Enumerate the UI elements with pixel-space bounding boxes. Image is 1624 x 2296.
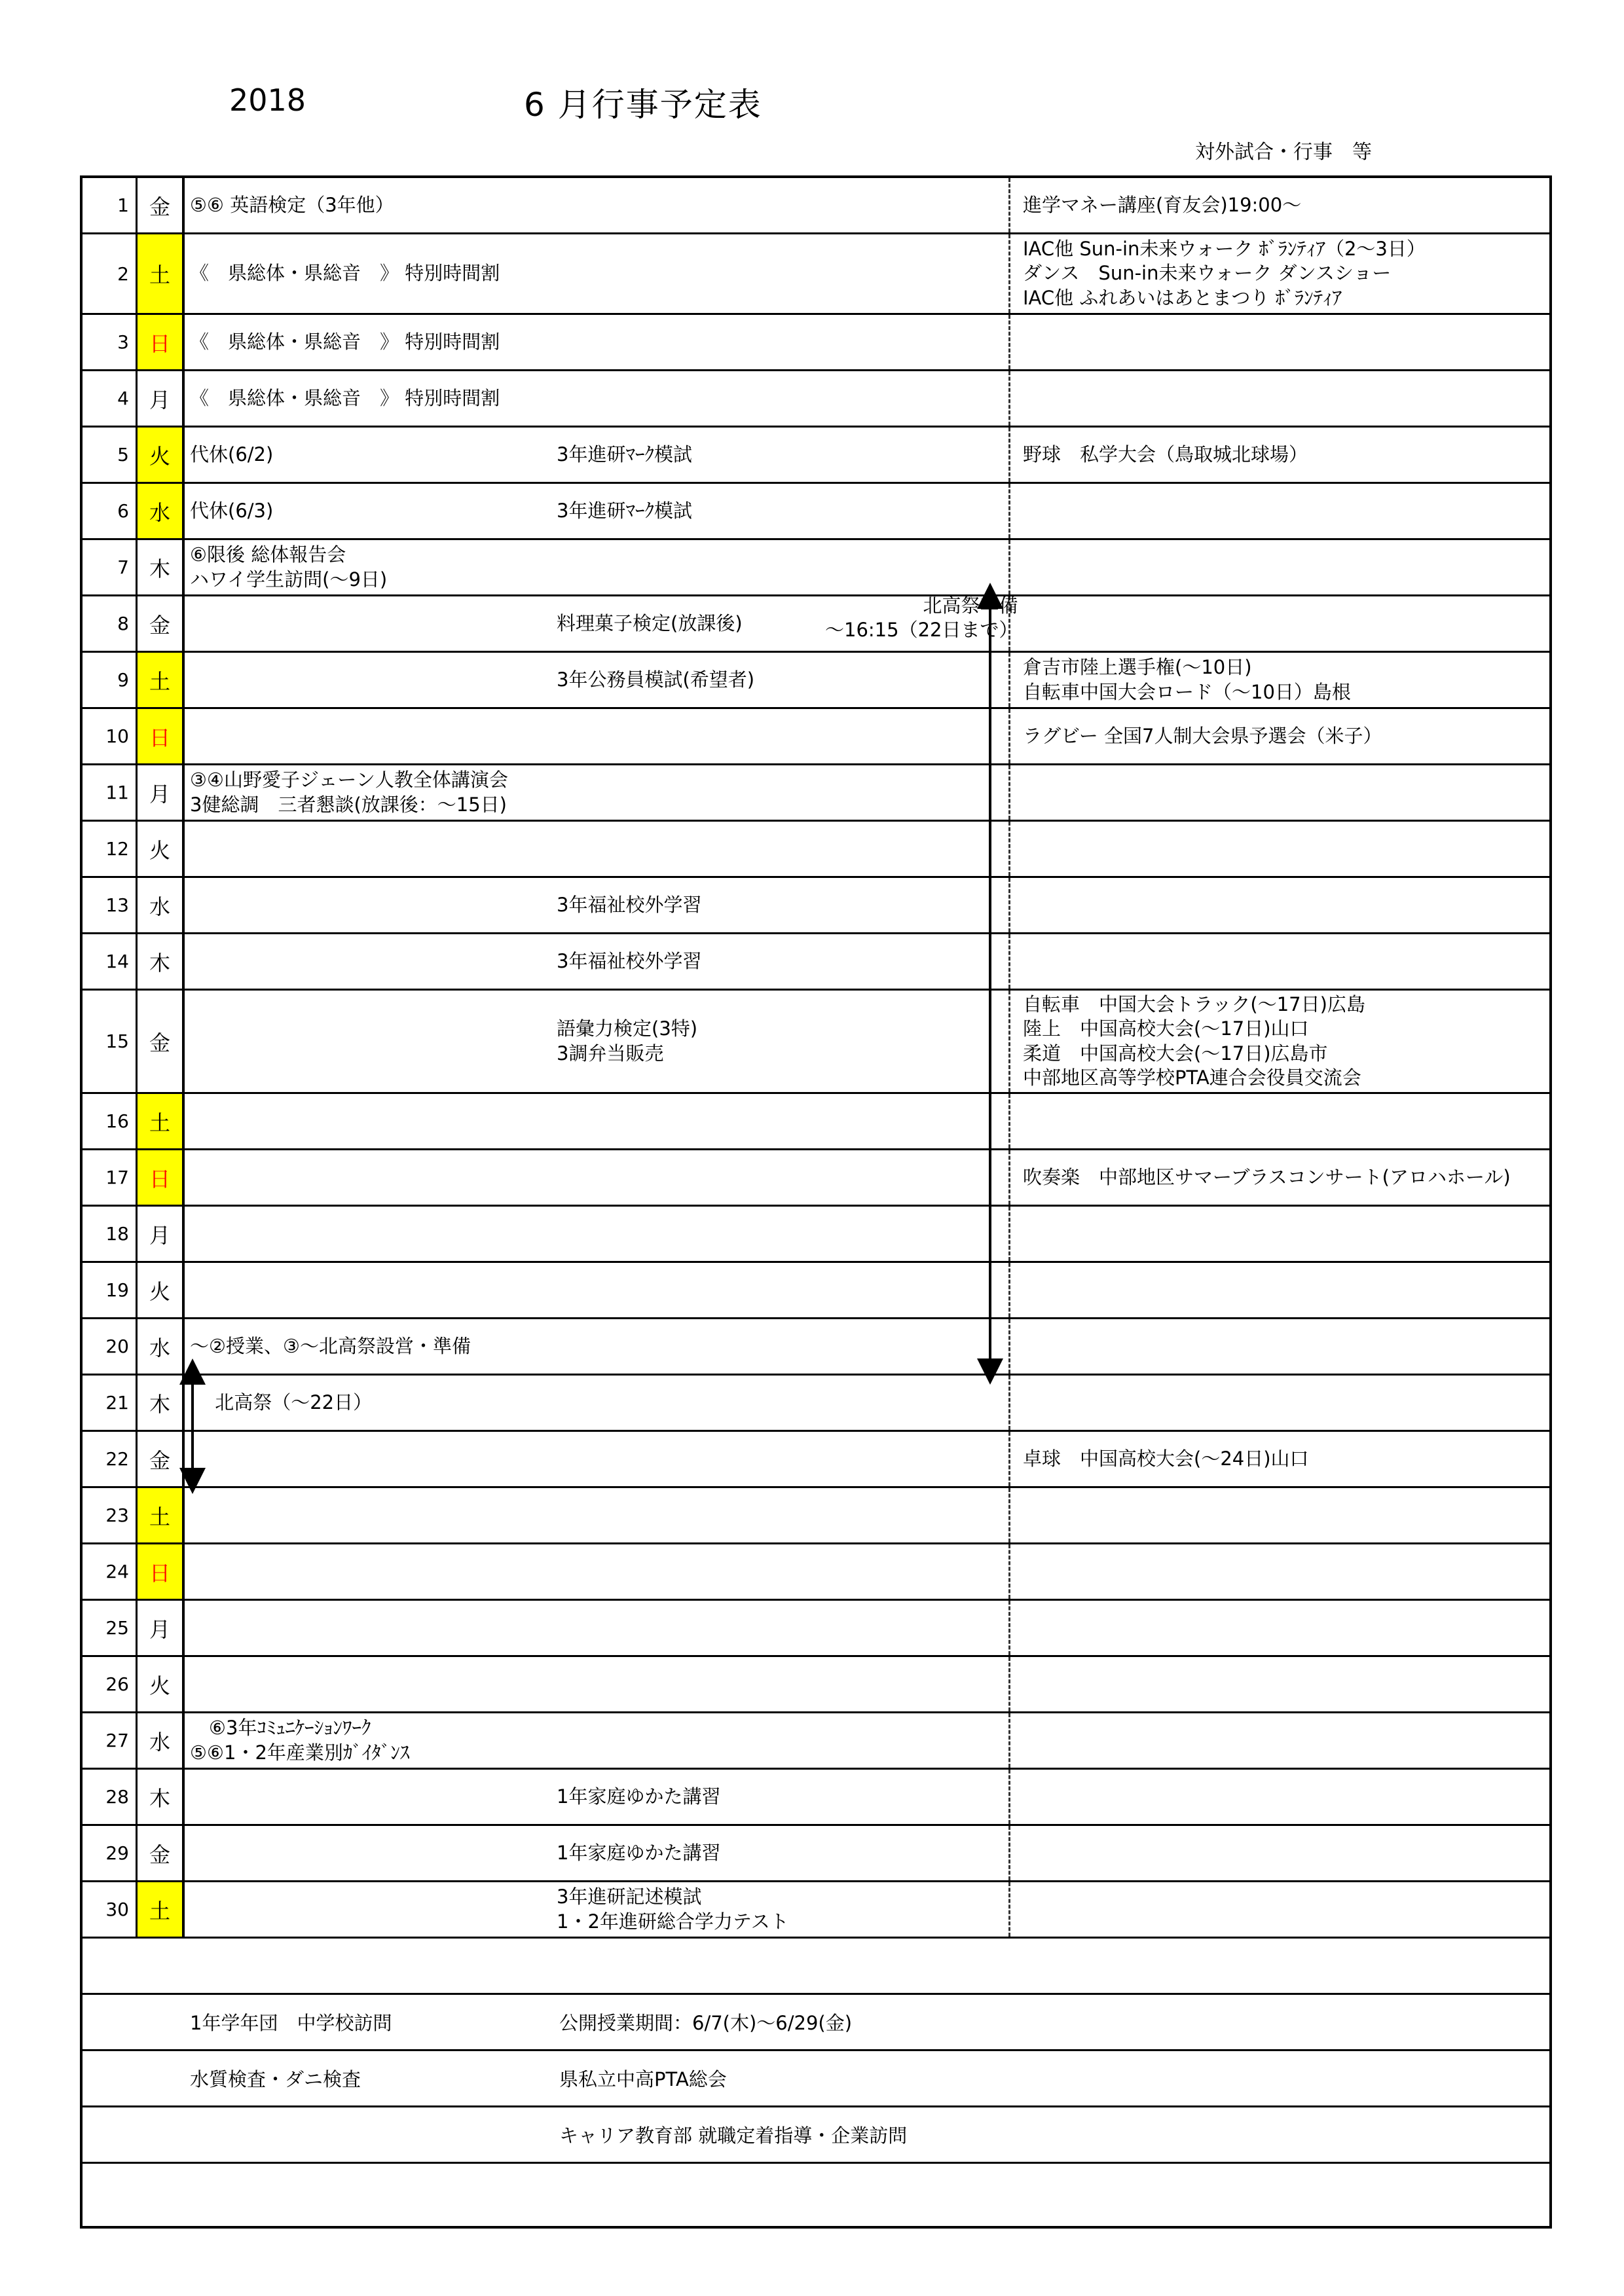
event-cell: 代休(6/3) [190,499,274,522]
table-row [83,934,1549,991]
weekday-cell: 火 [138,822,185,876]
table-row [83,540,1549,596]
event-cell [557,315,1080,369]
day-number: 4 [83,371,138,426]
event-cell: 《 県総体・県総音 》 特別時間割 [190,330,500,353]
event-cell [557,765,1080,820]
table-row [83,1882,1549,1939]
event-cell: ⑥限後 総体報告会 ハワイ学生訪問(～9日) [190,543,388,591]
external-event-cell [1018,1657,1548,1711]
external-event-cell [1018,1319,1548,1374]
table-row [83,234,1549,315]
external-event-cell [1018,1544,1548,1599]
footer-row [83,2107,1549,2164]
event-cell: 3年福祉校外学習 [557,893,702,916]
external-event-cell: ラグビー 全国7人制大会県予選会（米子） [1023,724,1382,747]
event-cell: 3年進研ﾏｰｸ模試 [557,499,692,522]
weekday-cell: 土 [138,234,185,313]
external-event-cell: 野球 私学大会（鳥取城北球場） [1023,443,1308,465]
weekday-cell: 月 [138,371,185,426]
external-event-cell [1018,315,1548,369]
footer-row [83,2164,1549,2220]
event-cell [190,991,557,1092]
event-cell [190,1770,557,1824]
day-number: 28 [83,1770,138,1824]
day-number: 5 [83,428,138,482]
weekday-cell: 水 [138,1713,185,1768]
column-note: 対外試合・行事 等 [1195,141,1372,164]
weekday-cell: 日 [138,1544,185,1599]
footer-row [83,1995,1549,2051]
weekday-cell: 土 [138,1882,185,1937]
weekday-cell: 日 [138,1150,185,1205]
footer-row [83,1939,1549,1995]
table-row [83,653,1549,709]
day-number: 26 [83,1657,138,1711]
weekday-cell: 土 [138,1488,185,1542]
event-cell [557,1488,1080,1542]
day-number: 2 [83,234,138,313]
event-cell [557,709,1080,763]
table-row [83,1207,1549,1263]
event-cell [190,1601,557,1655]
table-row [83,315,1549,371]
day-number: 30 [83,1882,138,1937]
event-cell [190,1826,557,1880]
weekday-cell: 金 [138,596,185,651]
table-row [83,1376,1549,1432]
external-event-cell [1018,1263,1548,1317]
external-event-cell [1018,1094,1548,1148]
day-number: 23 [83,1488,138,1542]
event-cell [557,1376,1080,1430]
table-row [83,371,1549,428]
table-row [83,1319,1549,1376]
event-cell [190,1488,557,1542]
weekday-cell: 木 [138,1376,185,1430]
day-number: 12 [83,822,138,876]
table-row [83,765,1549,822]
table-row [83,1432,1549,1488]
table-row [83,1601,1549,1657]
event-cell [557,178,1080,232]
event-cell: 《 県総体・県総音 》 特別時間割 [190,262,500,285]
event-cell [190,934,557,989]
weekday-cell: 日 [138,709,185,763]
event-cell: ⑥3年ｺﾐｭﾆｹｰｼｮﾝﾜｰｸ ⑤⑥1・2年産業別ｶﾞｲﾀﾞﾝｽ [190,1717,410,1764]
weekday-cell: 木 [138,540,185,594]
event-cell: 代休(6/2) [190,443,274,465]
day-number: 10 [83,709,138,763]
event-cell: 《 県総体・県総音 》 特別時間割 [190,386,500,409]
external-event-cell [1018,934,1548,989]
weekday-cell: 水 [138,878,185,932]
table-row [83,1770,1549,1826]
external-event-cell [1018,878,1548,932]
weekday-cell: 火 [138,1263,185,1317]
weekday-cell: 金 [138,991,185,1092]
weekday-cell: 金 [138,1826,185,1880]
footer-cell: 公開授業期間：6/7(木)～6/29(金) [559,2012,853,2034]
event-cell: 北高祭（～22日） [190,1391,373,1413]
event-cell: ③④山野愛子ジェーン人教全体講演会 3健総調 三者懇談(放課後：～15日) [190,769,508,816]
event-cell [557,1150,1080,1205]
external-event-cell [1018,1713,1548,1768]
day-number: 22 [83,1432,138,1486]
table-row [83,878,1549,934]
table-row [83,1544,1549,1601]
table-row [83,709,1549,765]
footer-cell: キャリア教育部 就職定着指導・企業訪問 [559,2124,908,2147]
day-number: 17 [83,1150,138,1205]
event-cell: 3年進研記述模試 1・2年進研総合学力テスト [557,1886,789,1933]
weekday-cell: 金 [138,1432,185,1486]
event-cell [190,878,557,932]
event-cell [557,1432,1080,1486]
day-number: 21 [83,1376,138,1430]
weekday-cell: 月 [138,1207,185,1261]
day-number: 29 [83,1826,138,1880]
external-event-cell [1018,822,1548,876]
table-row [83,1488,1549,1544]
external-event-cell [1018,540,1548,594]
event-cell [557,1544,1080,1599]
table-row [83,1657,1549,1713]
day-number: 6 [83,484,138,538]
weekday-cell: 火 [138,1657,185,1711]
external-event-cell [1018,484,1548,538]
event-cell [190,1544,557,1599]
weekday-cell: 金 [138,178,185,232]
external-event-cell: 進学マネー講座(育友会)19:00～ [1023,193,1302,216]
table-row [83,484,1549,540]
external-event-cell [1018,1882,1548,1937]
external-event-cell [1018,1601,1548,1655]
event-cell [557,1319,1080,1374]
event-cell [557,1601,1080,1655]
external-event-cell [1018,1488,1548,1542]
weekday-cell: 火 [138,428,185,482]
external-event-cell [1018,1770,1548,1824]
event-cell [557,1094,1080,1148]
event-cell [190,1094,557,1148]
weekday-cell: 土 [138,653,185,707]
table-row [83,1826,1549,1882]
event-cell: 1年家庭ゆかた講習 [557,1785,721,1808]
footer-row [83,2051,1549,2107]
weekday-cell: 月 [138,765,185,820]
event-cell: 3年公務員模試(希望者) [557,668,755,691]
external-event-cell [1018,371,1548,426]
external-event-cell [1018,765,1548,820]
event-cell [557,371,1080,426]
event-cell [190,709,557,763]
table-row [83,822,1549,878]
day-number: 24 [83,1544,138,1599]
weekday-cell: 水 [138,1319,185,1374]
event-cell: 料理菓子検定(放課後) [557,611,743,634]
day-number: 15 [83,991,138,1092]
event-cell: ～②授業、③～北高祭設営・準備 [190,1334,471,1357]
table-row [83,1713,1549,1770]
event-cell [557,822,1080,876]
day-number: 25 [83,1601,138,1655]
event-cell [557,1263,1080,1317]
table-row [83,428,1549,484]
external-event-cell [1018,1376,1548,1430]
table-row [83,1150,1549,1207]
table-row [83,1094,1549,1150]
event-cell [557,540,1080,594]
event-cell [557,1713,1080,1768]
event-cell: ⑤⑥ 英語検定（3年他） [190,193,394,216]
footer-cell: 水質検査・ダニ検査 [190,2068,361,2090]
external-event-cell [1018,1207,1548,1261]
event-cell: 3年進研ﾏｰｸ模試 [557,443,692,465]
weekday-cell: 木 [138,1770,185,1824]
event-cell: 1年家庭ゆかた講習 [557,1841,721,1864]
day-number: 8 [83,596,138,651]
footer-cell: 県私立中高PTA総会 [559,2068,727,2090]
external-event-cell: 吹奏楽 中部地区サマーブラスコンサート(アロハホール) [1023,1165,1511,1188]
weekday-cell: 土 [138,1094,185,1148]
event-cell [190,822,557,876]
event-cell [190,1432,557,1486]
weekday-cell: 水 [138,484,185,538]
event-cell: 3年福祉校外学習 [557,949,702,972]
table-row [83,991,1549,1094]
schedule-table [80,175,1552,2229]
day-number: 7 [83,540,138,594]
weekday-cell: 木 [138,934,185,989]
event-cell [190,1657,557,1711]
external-event-cell: 卓球 中国高校大会(～24日)山口 [1023,1447,1309,1470]
event-cell [190,1882,557,1937]
external-event-cell [1018,596,1548,651]
day-number: 11 [83,765,138,820]
external-event-cell: 自転車 中国大会トラック(～17日)広島 陸上 中国高校大会(～17日)山口 柔道 中国高校大会(～17日)広島市 中部地区高等学校PTA連合会役員交流会 [1023,993,1365,1089]
weekday-cell: 日 [138,315,185,369]
day-number: 14 [83,934,138,989]
day-number: 27 [83,1713,138,1768]
year-label: 2018 [229,82,306,118]
day-number: 3 [83,315,138,369]
table-row [83,596,1549,653]
external-event-cell: IAC他 Sun-in未来ウォーク ﾎﾞﾗﾝﾃｨｱ（2～3日） ダンス Sun-in未来ウォーク ダンスショー IAC他 ふれあいはあとまつり ﾎﾞﾗﾝﾃｨｱ [1023,238,1426,309]
day-number: 18 [83,1207,138,1261]
event-cell [190,1207,557,1261]
day-number: 20 [83,1319,138,1374]
day-number: 16 [83,1094,138,1148]
event-cell: 語彙力検定(3特) 3調弁当販売 [557,1017,698,1065]
event-cell [190,653,557,707]
festival-prep-note: 北高祭準備 ～16:15（22日まで） [825,594,1018,642]
day-number: 19 [83,1263,138,1317]
event-cell [557,1207,1080,1261]
event-cell [557,234,1080,313]
external-event-cell: 倉吉市陸上選手権(～10日) 自転車中国大会ロード（～10日）島根 [1023,656,1351,703]
day-number: 1 [83,178,138,232]
event-cell [190,1263,557,1317]
table-row [83,1263,1549,1319]
table-row [83,178,1549,234]
page-title: 6 月行事予定表 [524,86,762,124]
day-number: 13 [83,878,138,932]
footer-cell: 1年学年団 中学校訪問 [190,2012,392,2034]
external-event-cell [1018,1826,1548,1880]
event-cell [190,1150,557,1205]
weekday-cell: 月 [138,1601,185,1655]
event-cell [190,596,557,651]
day-number: 9 [83,653,138,707]
event-cell [557,1657,1080,1711]
